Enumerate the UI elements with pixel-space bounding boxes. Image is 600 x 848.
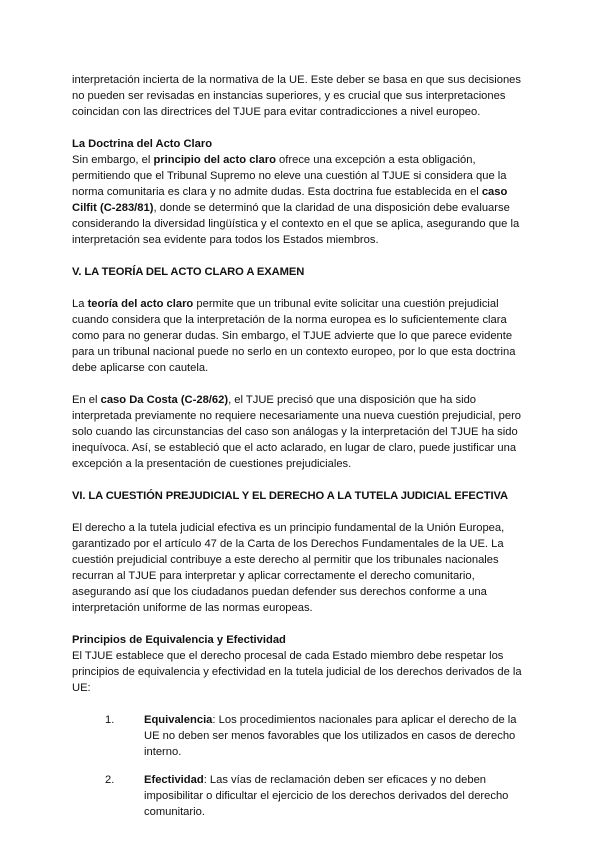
principios-section [72, 632, 530, 820]
acto-claro-paragraph [72, 152, 530, 248]
section-5-heading: V. LA TEORÍA DEL ACTO CLARO A EXAMEN [72, 266, 305, 278]
text-run: permite que un tribunal evite solicitar una cuestión prejudicial cuando considera que la interpretación de la norma europea es lo suficientemente clara como para no generar dudas. Sin embargo, el TJUE advierte que lo que parece evidente para un tribunal nacional puede no serlo en un contexto europeo, por lo que esta doctrina debe aplicarse con cautela. [72, 298, 516, 374]
intro-paragraph [72, 72, 530, 120]
bold-term: principio del acto claro [153, 154, 276, 166]
text-run: Los procedimientos nacionales para aplicar el derecho de la UE no deben ser menos favorables que los utilizados en casos de derecho interno. [144, 714, 517, 758]
principios-intro: El TJUE establece que el derecho procesal de cada Estado miembro debe respetar los principios de equivalencia y efectividad en la tutela judicial de los derechos derivados de la UE: [72, 650, 522, 694]
list-number: 1. [105, 714, 115, 726]
document-page [72, 72, 530, 832]
bold-case-reference: caso Da Costa (C-28/62) [100, 394, 229, 406]
list-item-text [144, 712, 530, 760]
text-run: ofrece una excepción a esta obligación, permitiendo que el Tribunal Supremo no eleve una cuestión al TJUE si considera que la norma comunitaria es clara y no admite dudas. Esta doctrina fue establecida en el [72, 154, 507, 198]
list-item-text [144, 772, 530, 820]
intro-text: interpretación incierta de la normativa de la UE. Este deber se basa en que sus decisiones no pueden ser revisadas en instancias superiores, y es crucial que sus interpretaciones coincidan con las directrices del TJUE para evitar contradicciones a nivel europeo. [72, 74, 522, 118]
bold-term: Efectividad [144, 774, 204, 786]
bold-term: Equivalencia [144, 714, 213, 726]
section-5-paragraph-1 [72, 296, 530, 376]
list-item [105, 712, 530, 760]
text-run: , el TJUE precisó que una disposición que ha sido interpretada previamente no requiere necesariamente una nueva cuestión prejudicial, pero solo cuando las circunstancias del caso son análogas y la interpretación del TJUE ha sido inequívoca. Así, se estableció que el acto aclarado, en lugar de claro, puede justificar una excepción a la presentación de cuestiones prejudiciales. [72, 394, 522, 470]
section-6-heading: VI. LA CUESTIÓN PREJUDICIAL Y EL DERECHO A LA TUTELA JUDICIAL EFECTIVA [72, 490, 508, 502]
text-run: Sin embargo, el [72, 154, 154, 166]
text-run: : [212, 714, 216, 726]
text-run: Las vías de reclamación deben ser eficaces y no deben imposibilitar o dificultar el ejercicio de los derechos derivados del derecho comunitario. [144, 774, 509, 818]
text-run: : [203, 774, 207, 786]
text-run: En el [72, 394, 101, 406]
principios-heading: Principios de Equivalencia y Efectividad [72, 634, 286, 646]
bold-term: teoría del acto claro [87, 298, 194, 310]
list-item [105, 772, 530, 820]
section-5-paragraph-2 [72, 392, 530, 472]
section-6-paragraph-1: El derecho a la tutela judicial efectiva es un principio fundamental de la Unión Europea, garantizado por el artículo 47 de la Carta de los Derechos Fundamentales de la UE. La cuestión prejudicial contribuye a este derecho al permitir que los tribunales nacionales recurran al TJUE para interpretar y aplicar correctamente el derecho comunitario, asegurando así que los ciudadanos puedan defender sus derechos conforme a una interpretación uniforme de las normas europeas. [72, 522, 505, 614]
text-run: , donde se determinó que la claridad de una disposición debe evaluarse considerando la diversidad lingüística y el contexto en el que se aplica, asegurando que la interpretación sea evidente para todos los Estados miembros. [72, 202, 520, 246]
acto-claro-section [72, 136, 530, 248]
text-run: La [72, 298, 88, 310]
acto-claro-heading: La Doctrina del Acto Claro [72, 138, 213, 150]
bold-case-reference: caso Cilfit (C-283/81) [72, 186, 508, 214]
list-number: 2. [105, 774, 115, 786]
